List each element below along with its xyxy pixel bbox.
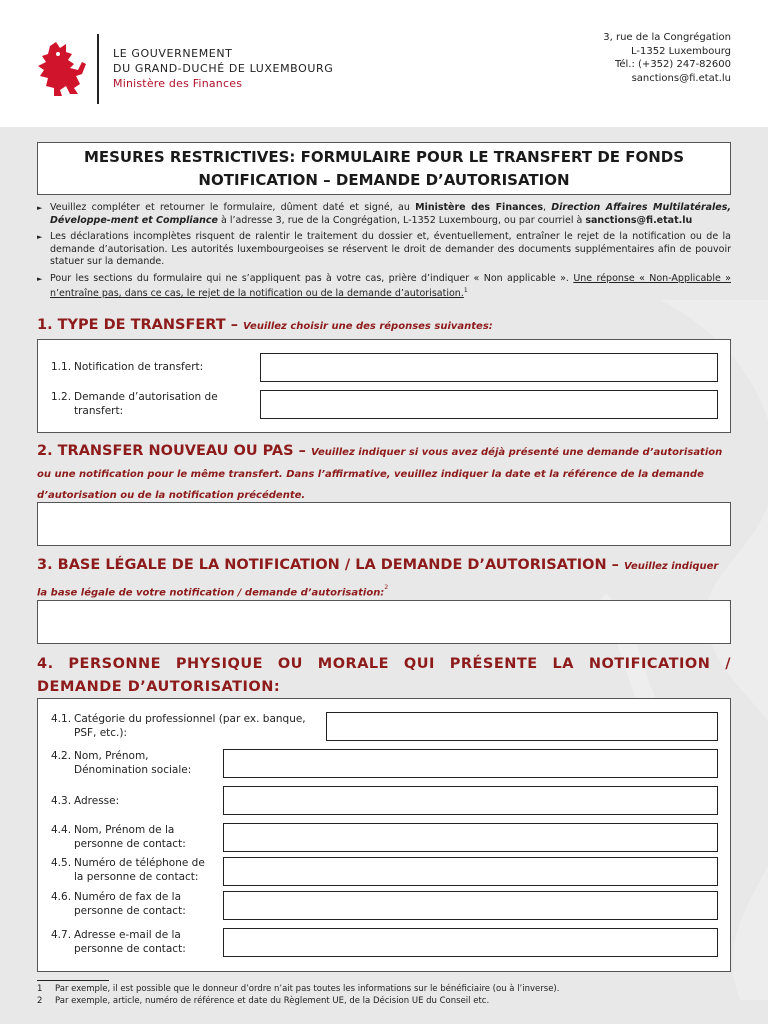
address-input[interactable] [223,786,718,815]
field-label [51,749,191,777]
form-title [37,142,731,195]
instruction-underlined: Une réponse « Non-Applicable » n’entraîne pas, dans ce cas, le rejet de la notification ou de la demande d’autorisation. [50,272,731,300]
gov-line-2: DU GRAND-DUCHÉ DE LUXEMBOURG [113,62,334,75]
field-number: 4.1. [51,713,72,725]
footnote-ref: 1 [463,287,468,294]
ministry-name: Ministère des Finances [113,77,243,90]
name-input[interactable] [223,749,718,778]
instruction-text: à l’adresse 3, rue de la Congrégation, L-1352 Luxembourg, ou par courriel à [217,214,586,226]
section-title: 1. TYPE DE TRANSFERT [37,317,226,333]
field-label [51,890,186,918]
section-title: 4. PERSONNE PHYSIQUE OU MORALE QUI PRÉSENTE LA NOTIFICATION / DEMANDE D’AUTORISATION: [37,656,731,695]
section-4-heading [37,652,731,698]
legal-basis-input[interactable] [37,600,731,644]
address-phone: Tél.: (+352) 247-82600 [614,59,731,70]
contact-fax-input[interactable] [223,891,718,920]
section-instruction: Veuillez indiquer la base légale de votre notification / demande d’autorisation: [37,561,719,599]
instruction-item [37,273,731,301]
footnote [37,984,731,996]
footnote-text: Par exemple, il est possible que le donneur d’ordre n’ait pas toutes les informations sur le bénéficiaire (ou à l’inverse). [55,984,560,994]
footnote-ref: 2 [384,584,389,591]
address-line: L-1352 Luxembourg [631,45,731,57]
section-1-heading [37,314,731,333]
field-number: 4.3. [51,795,72,807]
field-label-text: Numéro de fax de la [74,891,182,903]
directorate-ref: Direction Affaires Multilatérales, Développe-ment et Compliance [50,202,732,226]
instruction-item [37,202,731,227]
field-label-text: Demande d’autorisation de [74,391,218,403]
contact-address [603,31,731,85]
section-4-box [37,698,731,972]
instruction-text: Veuillez compléter et retourner le formulaire, dûment daté et signé, au [50,202,416,213]
field-label-text: Catégorie du professionnel (par ex. banque, [74,713,306,725]
gov-line-1: LE GOUVERNEMENT [113,47,233,60]
section-instruction: Veuillez choisir une des réponses suivantes: [243,321,493,332]
field-label [51,856,205,884]
section-instruction: Veuillez indiquer si vous avez déjà présenté une demande d’autorisation ou une notification pour le même transfert. Dans l’affirmative, veuillez indiquer la date et la référence de la demande d’autorisation ou de la notification précédente. [37,447,723,501]
title-line-1: MESURES RESTRICTIVES: FORMULAIRE POUR LE TRANSFERT DE FONDS [83,148,685,166]
previous-request-input[interactable] [37,502,731,546]
field-label [51,794,119,808]
field-label-text: Nom, Prénom, [74,750,149,762]
footnote-rule [37,980,109,981]
instruction-text: , [542,202,552,213]
section-2-heading [37,441,731,506]
title-line-2: NOTIFICATION – DEMANDE D’AUTORISATION [198,171,570,189]
field-label-text: personne de contact: [74,838,186,850]
header-divider [97,34,99,104]
field-label-text: PSF, etc.): [74,727,128,739]
notification-transfer-input[interactable] [260,353,718,382]
field-label-text: Numéro de téléphone de [74,857,205,869]
page-header [0,0,768,127]
field-number: 1.1. [51,361,72,373]
field-label [51,928,186,956]
footnote [37,996,731,1008]
field-number: 4.2. [51,750,72,762]
field-number: 4.7. [51,929,72,941]
field-label-text: Dénomination sociale: [74,764,192,776]
field-label-text: personne de contact: [74,943,186,955]
professional-category-input[interactable] [326,712,718,741]
field-label-text: transfert: [74,405,124,417]
instructions-list [37,202,731,305]
field-label-text: Notification de transfert: [74,361,204,373]
field-label-text: Adresse: [74,795,120,807]
field-label-text: personne de contact: [74,905,186,917]
field-number: 4.5. [51,857,72,869]
contact-phone-input[interactable] [223,857,718,886]
dash: – [225,317,244,333]
section-1-box [37,339,731,433]
field-label [51,823,186,851]
authorization-request-input[interactable] [260,390,718,419]
address-line: 3, rue de la Congrégation [603,32,731,43]
dash: – [293,443,311,459]
field-label-text: Nom, Prénom de la [74,824,175,836]
field-label-text: Adresse e-mail de la [74,929,181,941]
footnote-text: Par exemple, article, numéro de référence et date du Règlement UE, de la Décision UE du Conseil etc. [55,995,490,1006]
contact-email-input[interactable] [223,928,718,957]
field-label [51,360,203,374]
instruction-text: Les déclarations incomplètes risquent de ralentir le traitement du dossier et, éventuellement, entraîner le rejet de la notification ou de la demande d’autorisation. Les autorités luxembourgeoises se réservent le droit de demander des documents supplémentaires afin de pouvoir statuer sur la demande. [50,231,731,267]
field-label-text: la personne de contact: [74,871,199,883]
field-label [51,712,306,740]
section-title: 3. BASE LÉGALE DE LA NOTIFICATION / LA DEMANDE D’AUTORISATION [37,557,607,573]
footnote-number: 1 [37,984,43,994]
ministry-ref: Ministère des Finances [415,202,543,213]
email-ref[interactable]: sanctions@fi.etat.lu [585,214,693,226]
red-lion-icon [36,40,88,96]
footnotes [37,980,731,1007]
instruction-text: Pour les sections du formulaire qui ne s’appliquent pas à votre cas, prière d’indiquer « Non applicable ». [50,272,574,284]
field-number: 4.6. [51,891,72,903]
dash: – [606,557,624,573]
field-label [51,390,218,418]
field-number: 4.4. [51,824,72,836]
section-title: 2. TRANSFER NOUVEAU OU PAS [37,443,294,459]
contact-name-input[interactable] [223,823,718,852]
address-email: sanctions@fi.etat.lu [631,72,731,84]
field-number: 1.2. [51,391,72,403]
section-3-heading [37,553,731,603]
government-name [113,46,333,91]
footnote-number: 2 [37,995,43,1006]
instruction-item [37,231,731,269]
